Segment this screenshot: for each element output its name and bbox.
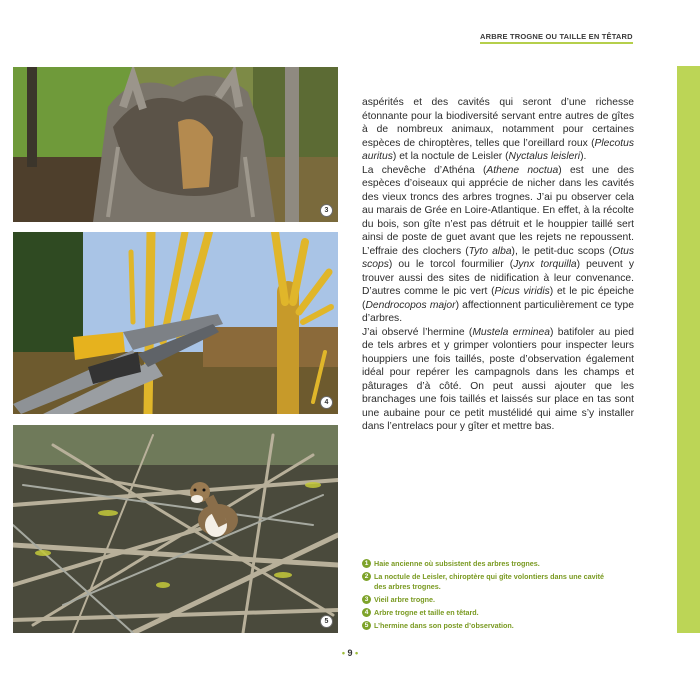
- photo-5-illustration: [13, 425, 338, 633]
- caption-item: 4 Arbre trogne et taille en têtard.: [362, 608, 612, 618]
- paragraph-1: aspérités et des cavités qui seront d’une richesse étonnante pour la biodiversité servant entre autres de gîtes à de nombreux animaux, notamment pour certaines espèces de chiroptères, telles que l’oreillard roux (Plecotus auritus) et la noctule de Leisler (Nyctalus leisleri).: [362, 97, 634, 162]
- caption-item: 3 Vieil arbre trogne.: [362, 595, 612, 605]
- photo-number-badge: 5: [320, 615, 333, 628]
- photo-number-badge: 3: [320, 204, 333, 217]
- photo-pruning-shears: [13, 232, 338, 414]
- caption-number-badge: 4: [362, 608, 371, 617]
- caption-item: 2 La noctule de Leisler, chiroptère qui gîte volontiers dans une cavité des arbres trognes.: [362, 572, 612, 591]
- paragraph-2: La chevêche d’Athéna (Athene noctua) est une des espèces d’oiseaux qui apprécie de nicher dans les cavités des vieux troncs des arbres trognes. J’ai pu observer cela au marais de Grée en Loire-Atlantique. En effet, à la récolte du bois, son gîte n’est pas détruit et le houppier taillé sert ainsi de poste de guet avant que les rejets ne repoussent. L’effraie des clochers (Tyto alba), le petit-duc scops (Otus scops) ou le torcol fourmilier (Jynx torquilla) peuvent y trouver aussi des sites de nidification à leur convenance. D’autres comme le pic vert (Picus viridis) et le pic épeiche (Dendrocopos major) affectionnent particulièrement ce type d’arbres.: [362, 164, 635, 324]
- photo-captions: [362, 559, 612, 634]
- photo-stoat-in-branches: [13, 425, 338, 633]
- photo-4-illustration: [13, 232, 338, 414]
- caption-number-badge: 3: [362, 595, 371, 604]
- caption-item: 5 L’hermine dans son poste d’observation.: [362, 621, 612, 631]
- side-color-band: [677, 66, 700, 633]
- paragraph-3: J’ai observé l’hermine (Mustela erminea) batifoler au pied de tels arbres et y grimper volontiers pour inspecter leurs houppiers une fois taillés, poste d’observation également idéal pour repérer les campagnols dans les champs et pâturages d’à côté. On peut aussi ajouter que les branchages une fois taillés et laissés sur place en tas sont une aubaine pour ce petit mustélidé qui aime s’y installer dans l’entrelacs pour y gîter et mettre bas.: [362, 326, 634, 432]
- photo-3-illustration: [13, 67, 338, 222]
- photo-old-pollard-tree: [13, 67, 338, 222]
- photo-number-badge: 4: [320, 396, 333, 409]
- running-title: ARBRE TROGNE OU TAILLE EN TÊTARD: [480, 32, 633, 44]
- page-number: • 9 •: [341, 648, 359, 658]
- body-text: [362, 96, 634, 434]
- caption-number-badge: 2: [362, 572, 371, 581]
- caption-item: 1 Haie ancienne où subsistent des arbres trognes.: [362, 559, 612, 569]
- caption-number-badge: 1: [362, 559, 371, 568]
- caption-number-badge: 5: [362, 621, 371, 630]
